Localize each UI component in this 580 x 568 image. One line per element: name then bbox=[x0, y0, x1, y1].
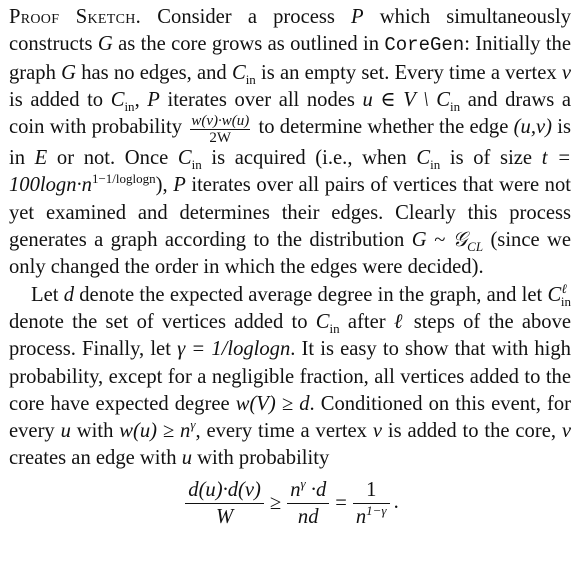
equation-rhs: $\frac{1}{n^{1-\gamma}}$ bbox=[353, 477, 390, 530]
probability-equation: $\frac{d(u)\cdot d(v)}{W}$ ≥ $\frac{n^\gamma \cdot d}{nd}$ = $\frac{1}{n^{1-\gamma}}$ . bbox=[9, 477, 571, 530]
equation-middle: $\frac{n^\gamma \cdot d}{nd}$ bbox=[287, 477, 329, 530]
proof-sketch-heading: Proof Sketch. bbox=[9, 6, 142, 28]
proof-paragraph-2: Let d denote the expected average degree in the graph, and let $C^\ell_{in}$ denote the set of vertices added to $C_{in}$ after ℓ steps of the above process. Finally, let γ = 1/loglogn. It is easy to show that with high probability, except for a negligible fraction, all vertices added to the core have expected degree w(V) ≥ d. Conditioned on this event, for every u with $w(u) \ge n^\gamma$, every time a vertex v is added to the core, v creates an edge with u with probability bbox=[9, 280, 572, 470]
proof-paragraph-1: Proof Sketch. Consider a process P which simultaneously constructs G as the core grows as outlined in CoreGen: Initially the graph G has no edges, and $C_{in}$ is an empty set. Every time a vertex v is added to $C_{in}$, P iterates over all nodes u ∈ V \ $C_{in}$ and draws a coin with probability $\frac{w(v)\cdot w(u)}{2W}$ to determine whether the edge (u,v) is in E or not. Once $C_{in}$ is acquired (i.e., when $C_{in}$ is of size $t = 100\log n\cdot n^{1-1/loglogn}$), P iterates over all pairs of vertices that were not yet examined and determines their edges. Clearly this process generates a graph according to the distribution G ~ 𝒢$_{CL}$ (since we only changed the order in which the edges were decided). bbox=[9, 6, 572, 279]
probability-fraction: $\frac{w(v)\cdot w(u)}{2W}$ bbox=[191, 113, 250, 147]
equation-lhs: $\frac{d(u)\cdot d(v)}{W}$ bbox=[185, 477, 264, 530]
algorithm-name: CoreGen bbox=[384, 34, 465, 57]
